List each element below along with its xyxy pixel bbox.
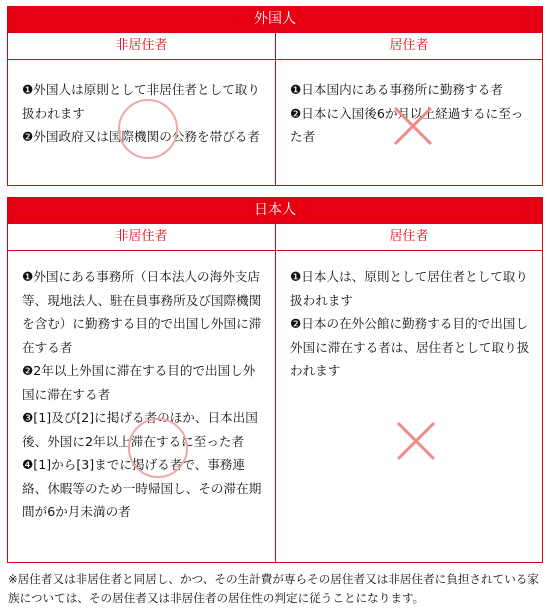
foreigner-title: 外国人	[8, 7, 542, 32]
foreigner-resident-label: 居住者	[276, 32, 542, 60]
japanese-nonresident-item-1: ❶外国にある事務所（日本法人の海外支店等、現地法人、駐在員事務所及び国際機関を含む）に勤務する目的で出国し外国に滞在する者	[22, 269, 262, 355]
japanese-resident-column	[275, 223, 542, 562]
japanese-resident-item-1: ❶日本人は、原則として居住者として取り扱われます	[290, 269, 528, 308]
japanese-nonresident-item-2: ❷2年以上外国に滞在する目的で出国し外国に滞在する者	[22, 363, 256, 402]
circle-mark-icon	[118, 99, 178, 159]
foreigner-nonresident-column	[8, 32, 275, 185]
cross-mark-icon	[391, 104, 435, 148]
japanese-nonresident-item-3: ❸[1]及び[2]に掲げる者のほか、日本出国後、外国に2年以上滞在するに至った者	[22, 410, 258, 449]
foreigner-table	[7, 6, 543, 186]
foreigner-resident-item-1: ❶日本国内にある事務所に勤務する者	[290, 82, 503, 97]
japanese-table	[7, 197, 543, 563]
japanese-nonresident-column	[8, 223, 275, 562]
japanese-nonresident-item-4: ❹[1]から[3]までに掲げる者で、事務連絡、休暇等のため一時帰国し、その滞在期間が6か月未満の者	[22, 457, 262, 519]
foreigner-nonresident-label: 非居住者	[8, 32, 275, 60]
japanese-resident-item-2: ❷日本の在外公館に勤務する目的で出国し外国に滞在する者は、居住者として取り扱われます	[290, 316, 530, 378]
japanese-title: 日本人	[8, 198, 542, 223]
japanese-nonresident-label: 非居住者	[8, 223, 275, 251]
foreigner-resident-column	[275, 32, 542, 185]
japanese-resident-label: 居住者	[276, 223, 542, 251]
foreigner-nonresident-item-1: ❶外国人は原則として非居住者として取り扱われます	[22, 82, 260, 121]
circle-mark-icon	[128, 418, 188, 478]
foreigner-resident-item-2: ❷日本に入国後6か月以上経過するに至った者	[290, 105, 524, 144]
footnote: ※居住者又は非居住者と同居し、かつ、その生計費が専らその居住者又は非居住者に負担されている家族については、その居住者又は非居住者の居住性の判定に従うことになります。	[8, 572, 539, 605]
cross-mark-icon	[394, 419, 438, 463]
foreigner-nonresident-item-2: ❷外国政府又は国際機関の公務を帯びる者	[22, 129, 260, 144]
